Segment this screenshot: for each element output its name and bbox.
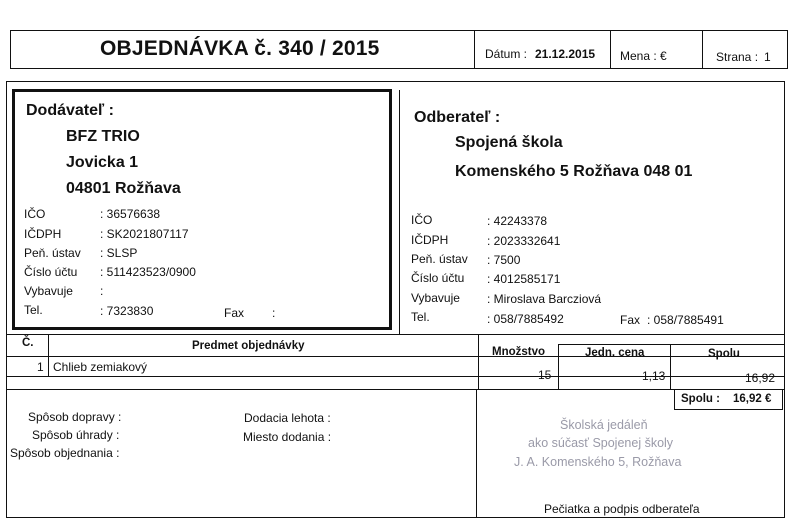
supplier-contact-label: Vybavuje: [24, 284, 73, 298]
currency-label: Mena :: [620, 49, 657, 63]
supplier-ico-label: IČO: [24, 207, 46, 221]
supplier-account-label: Číslo účtu: [24, 265, 78, 279]
divider: [399, 90, 400, 334]
stamp-line: J. A. Komenského 5, Rožňava: [514, 455, 682, 469]
table-col-line: [670, 344, 671, 390]
divider: [610, 30, 611, 69]
table-col-line: [558, 344, 559, 390]
supplier-street: Jovicka 1: [66, 154, 139, 171]
supplier-ico-value: : 36576638: [100, 207, 161, 221]
col-item-header: Predmet objednávky: [192, 340, 305, 352]
delivery-method-label: Spôsob dopravy :: [28, 410, 122, 424]
customer-name: Spojená škola: [455, 134, 563, 151]
row-item: Chlieb zemiakový: [53, 360, 148, 374]
supplier-city: 04801 Rožňava: [66, 180, 181, 197]
document-title: OBJEDNÁVKA č. 340 / 2015: [100, 37, 380, 60]
col-total-header: Spolu: [708, 348, 740, 360]
stamp-line: ako súčasť Spojenej školy: [528, 436, 674, 450]
page-label: Strana :: [716, 50, 759, 64]
delivery-term-label: Dodacia lehota :: [244, 411, 331, 425]
sum-value: 16,92 €: [733, 393, 772, 405]
supplier-fax-label: Fax: [224, 306, 245, 320]
customer-bank-label: Peň. ústav: [411, 252, 468, 266]
row-no: 1: [37, 360, 44, 374]
supplier-bank-value: : SLSP: [100, 246, 138, 260]
customer-account-label: Číslo účtu: [411, 271, 465, 285]
divider: [474, 30, 475, 69]
customer-account-value: : 4012585171: [487, 272, 561, 286]
table-header-subline: [558, 344, 785, 345]
supplier-tel-label: Tel.: [24, 303, 43, 317]
col-no-header: Č.: [22, 337, 34, 349]
customer-icdph-value: : 2023332641: [487, 234, 561, 248]
customer-contact-label: Vybavuje: [411, 291, 460, 305]
supplier-icdph-value: : SK2021807117: [100, 227, 189, 241]
currency-value: €: [660, 49, 667, 63]
page-value: 1: [764, 50, 771, 64]
col-qty-header: Množstvo: [492, 346, 546, 358]
supplier-contact-value: :: [100, 284, 104, 298]
customer-heading: Odberateľ :: [414, 109, 501, 126]
table-row-line: [6, 376, 785, 377]
customer-fax-value: : 058/7885491: [647, 313, 724, 327]
row-qty: 15: [538, 368, 552, 382]
customer-ico-label: IČO: [411, 213, 433, 227]
date-value: 21.12.2015: [535, 47, 596, 61]
stamp-line: Školská jedáleň: [560, 418, 648, 432]
supplier-account-value: : 511423523/0900: [100, 265, 196, 279]
customer-icdph-label: IČDPH: [411, 233, 449, 247]
sum-divider: [476, 389, 477, 517]
row-total: 16,92: [745, 371, 776, 385]
sum-label: Spolu :: [681, 393, 720, 405]
table-top-line: [6, 334, 785, 335]
customer-contact-value: : Miroslava Barcziová: [487, 292, 602, 306]
divider: [702, 30, 703, 69]
table-header-line: [6, 356, 785, 357]
signature-label: Pečiatka a podpis odberateľa: [544, 502, 700, 516]
supplier-fax-value: :: [272, 306, 276, 320]
customer-fax-label: Fax: [620, 313, 641, 327]
row-price: 1,13: [642, 369, 666, 383]
delivery-place-label: Miesto dodania :: [243, 430, 332, 444]
supplier-bank-label: Peň. ústav: [24, 246, 81, 260]
table-col-line: [478, 334, 479, 390]
customer-bank-value: : 7500: [487, 253, 521, 267]
date-label: Dátum :: [485, 47, 528, 61]
customer-tel-label: Tel.: [411, 310, 430, 324]
col-price-header: Jedn. cena: [585, 347, 645, 359]
supplier-icdph-label: IČDPH: [24, 227, 62, 241]
customer-address: Komenského 5 Rožňava 048 01: [455, 163, 693, 180]
table-bottom-line: [6, 389, 785, 390]
supplier-heading: Dodávateľ :: [26, 102, 114, 119]
supplier-tel-value: : 7323830: [100, 304, 154, 318]
order-method-label: Spôsob objednania :: [10, 446, 120, 460]
table-col-line: [48, 334, 49, 377]
payment-method-label: Spôsob úhrady :: [32, 428, 120, 442]
customer-ico-value: : 42243378: [487, 214, 548, 228]
customer-tel-value: : 058/7885492: [487, 312, 564, 326]
supplier-name: BFZ TRIO: [66, 128, 140, 145]
